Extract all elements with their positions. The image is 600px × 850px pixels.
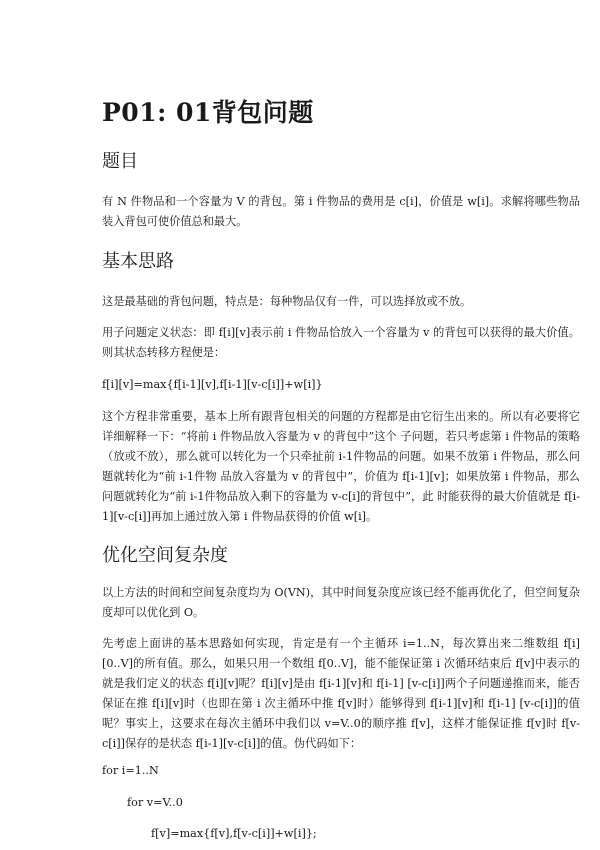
idea-paragraph-3: 这个方程非常重要，基本上所有跟背包相关的问题的方程都是由它衍生出来的。所以有必要将它详细解释一下：“将前 i 件物品放入容量为 v 的背包中”这个 子问题，若只考虑第 i 件物品的策略（放或不放），那么就可以转化为一个只牵扯前 i-1件物品的问题。如果不放第 i 件物品，那么问题就转化为“前 i-1件物 品放入容量为 v 的背包中”，价值为 f[i-1][v]；如果放第 i 件物品，那么问题就转化为“前 i-1件物品放入剩下的容量为 v-c[i]的背包中”，此 时能获得的最大价值就是 f[i-1][v-c[i]]再加上通过放入第 i 件物品获得的价值 w[i]。 — [102, 410, 580, 523]
problem-paragraph: 有 N 件物品和一个容量为 V 的背包。第 i 件物品的费用是 c[i]，价值是 w[i]。求解将哪些物品装入背包可使价值总和最大。 — [102, 195, 580, 228]
heading-basic-idea: 基本思路 — [102, 251, 174, 272]
state-transition-formula: f[i][v]=max{f[i-1][v],f[i-1][v-c[i]]+w[i]} — [102, 378, 323, 391]
space-paragraph-1: 以上方法的时间和空间复杂度均为 O(VN)，其中时间复杂度应该已经不能再优化了，但空间复杂度却可以优化到 O。 — [102, 586, 580, 619]
code-line-inner-loop: for v=V..0 — [127, 796, 183, 809]
space-paragraph-2: 先考虑上面讲的基本思路如何实现，肯定是有一个主循环 i=1..N，每次算出来二维数组 f[i][0..V]的所有值。那么，如果只用一个数组 f[0..V]，能不能保证第 i 次循环结束后 f[v]中表示的就是我们定义的状态 f[i][v]呢？f[i][v]是由 f[i-1][v]和 f[i-1] [v-c[i]]两个子问题递推而来，能否保证在推 f[i][v]时（也即在第 i 次主循环中推 f[v]时）能够得到 f[i-1][v]和 f[i-1] [v-c[i]]的值呢？事实上，这要求在每次主循环中我们以 v=V..0的顺序推 f[v]，这样才能保证推 f[v]时 f[v-c[i]]保存的是状态 f[i-1][v-c[i]]的值。伪代码如下： — [102, 637, 580, 750]
page-title: P01: 01背包问题 — [102, 98, 314, 127]
code-line-outer-loop: for i=1..N — [102, 764, 159, 777]
heading-problem: 题目 — [102, 151, 138, 172]
code-line-update: f[v]=max{f[v],f[v-c[i]]+w[i]}; — [151, 827, 317, 840]
idea-paragraph-2: 用子问题定义状态：即 f[i][v]表示前 i 件物品恰放入一个容量为 v 的背包可以获得的最大价值。则其状态转移方程便是： — [102, 326, 580, 359]
idea-paragraph-1: 这是最基础的背包问题，特点是：每种物品仅有一件，可以选择放或不放。 — [102, 295, 472, 308]
heading-space-optimization: 优化空间复杂度 — [102, 545, 228, 566]
